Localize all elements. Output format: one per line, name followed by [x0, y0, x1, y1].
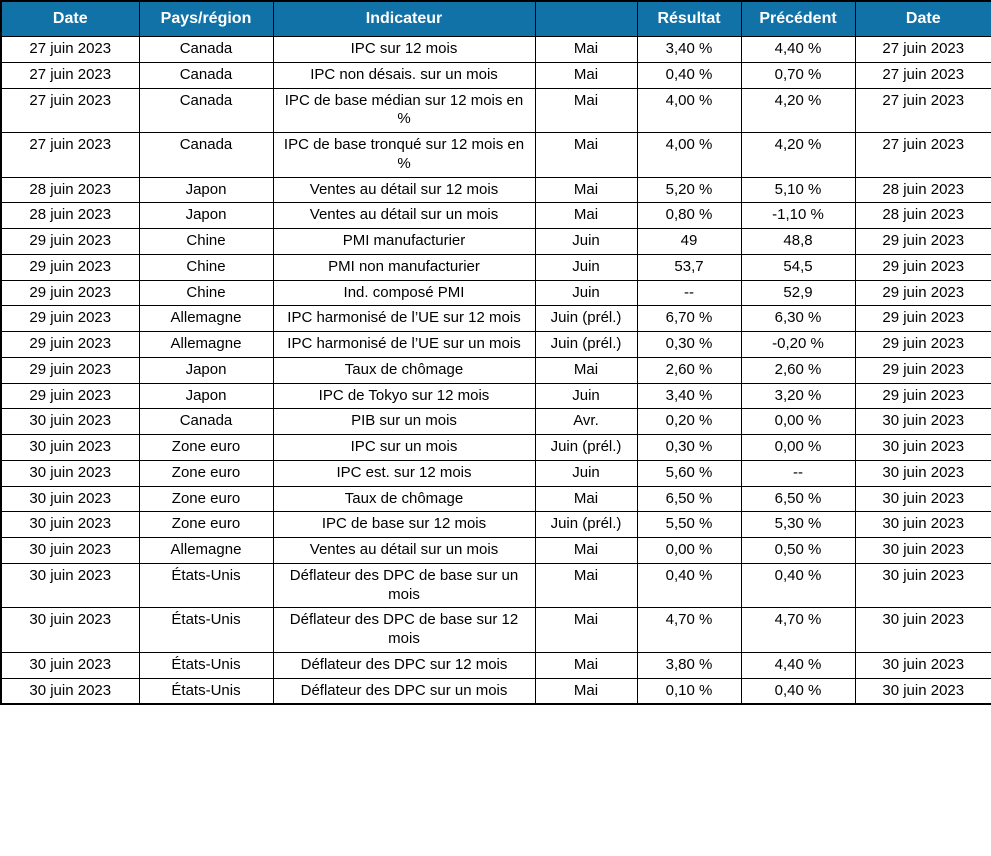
cell-previous: 52,9 [741, 280, 855, 306]
table-row [1, 37, 991, 63]
cell-date-end: 29 juin 2023 [855, 306, 991, 332]
cell-date-start: 29 juin 2023 [1, 306, 139, 332]
cell-previous: 4,40 % [741, 37, 855, 63]
cell-date-end: 27 juin 2023 [855, 133, 991, 178]
cell-result: 0,30 % [637, 435, 741, 461]
cell-period: Mai [535, 37, 637, 63]
cell-date-start: 30 juin 2023 [1, 678, 139, 704]
cell-date-start: 29 juin 2023 [1, 332, 139, 358]
cell-result: 0,00 % [637, 538, 741, 564]
cell-country-region: Canada [139, 133, 273, 178]
cell-period: Mai [535, 538, 637, 564]
cell-date-end: 29 juin 2023 [855, 254, 991, 280]
cell-previous: 6,30 % [741, 306, 855, 332]
cell-previous: 4,70 % [741, 608, 855, 653]
cell-date-start: 30 juin 2023 [1, 563, 139, 608]
cell-indicator: Déflateur des DPC de base sur un mois [273, 563, 535, 608]
cell-previous: 2,60 % [741, 357, 855, 383]
cell-date-start: 29 juin 2023 [1, 383, 139, 409]
cell-date-start: 29 juin 2023 [1, 280, 139, 306]
cell-country-region: Japon [139, 383, 273, 409]
cell-previous: 4,40 % [741, 652, 855, 678]
table-row [1, 512, 991, 538]
cell-period: Juin (prél.) [535, 435, 637, 461]
cell-country-region: Canada [139, 37, 273, 63]
cell-date-start: 27 juin 2023 [1, 88, 139, 133]
cell-period: Juin [535, 280, 637, 306]
cell-period: Mai [535, 62, 637, 88]
cell-country-region: Chine [139, 254, 273, 280]
cell-previous: 6,50 % [741, 486, 855, 512]
table-row [1, 486, 991, 512]
cell-previous: 5,30 % [741, 512, 855, 538]
column-header-country-region: Pays/région [139, 1, 273, 37]
cell-period: Mai [535, 486, 637, 512]
cell-indicator: IPC est. sur 12 mois [273, 460, 535, 486]
table-row [1, 383, 991, 409]
cell-date-start: 27 juin 2023 [1, 62, 139, 88]
column-header-date-start: Date [1, 1, 139, 37]
cell-date-end: 30 juin 2023 [855, 608, 991, 653]
cell-date-start: 30 juin 2023 [1, 538, 139, 564]
cell-country-region: Zone euro [139, 512, 273, 538]
cell-date-end: 30 juin 2023 [855, 678, 991, 704]
cell-indicator: IPC de base médian sur 12 mois en % [273, 88, 535, 133]
cell-indicator: PIB sur un mois [273, 409, 535, 435]
cell-result: -- [637, 280, 741, 306]
cell-previous: 5,10 % [741, 177, 855, 203]
cell-date-end: 29 juin 2023 [855, 357, 991, 383]
table-row [1, 563, 991, 608]
cell-result: 5,50 % [637, 512, 741, 538]
cell-period: Mai [535, 563, 637, 608]
cell-date-end: 29 juin 2023 [855, 229, 991, 255]
cell-date-end: 30 juin 2023 [855, 486, 991, 512]
cell-result: 49 [637, 229, 741, 255]
column-header-date-end: Date [855, 1, 991, 37]
cell-result: 0,80 % [637, 203, 741, 229]
cell-indicator: IPC sur un mois [273, 435, 535, 461]
cell-period: Juin [535, 229, 637, 255]
table-row [1, 435, 991, 461]
cell-previous: 3,20 % [741, 383, 855, 409]
cell-indicator: Ventes au détail sur un mois [273, 203, 535, 229]
cell-date-end: 30 juin 2023 [855, 512, 991, 538]
cell-date-start: 29 juin 2023 [1, 254, 139, 280]
cell-date-start: 27 juin 2023 [1, 133, 139, 178]
cell-date-end: 27 juin 2023 [855, 88, 991, 133]
cell-period: Juin (prél.) [535, 332, 637, 358]
cell-result: 0,40 % [637, 62, 741, 88]
cell-country-region: Allemagne [139, 306, 273, 332]
cell-previous: 0,40 % [741, 563, 855, 608]
table-row [1, 280, 991, 306]
table-row [1, 538, 991, 564]
cell-previous: 0,70 % [741, 62, 855, 88]
cell-previous: -0,20 % [741, 332, 855, 358]
cell-result: 3,40 % [637, 37, 741, 63]
cell-result: 6,70 % [637, 306, 741, 332]
cell-date-end: 28 juin 2023 [855, 177, 991, 203]
cell-indicator: Taux de chômage [273, 486, 535, 512]
cell-country-region: Allemagne [139, 332, 273, 358]
cell-date-start: 30 juin 2023 [1, 608, 139, 653]
cell-date-end: 30 juin 2023 [855, 435, 991, 461]
cell-date-end: 30 juin 2023 [855, 563, 991, 608]
cell-previous: 0,40 % [741, 678, 855, 704]
table-row [1, 203, 991, 229]
cell-date-end: 28 juin 2023 [855, 203, 991, 229]
cell-date-end: 27 juin 2023 [855, 37, 991, 63]
cell-indicator: Déflateur des DPC de base sur 12 mois [273, 608, 535, 653]
cell-date-end: 27 juin 2023 [855, 62, 991, 88]
table-row [1, 62, 991, 88]
cell-date-end: 29 juin 2023 [855, 383, 991, 409]
table-header [1, 1, 991, 37]
cell-previous: 0,00 % [741, 409, 855, 435]
table-row [1, 177, 991, 203]
cell-previous: 48,8 [741, 229, 855, 255]
cell-date-start: 30 juin 2023 [1, 409, 139, 435]
cell-result: 3,40 % [637, 383, 741, 409]
table-row [1, 88, 991, 133]
cell-indicator: IPC sur 12 mois [273, 37, 535, 63]
cell-date-end: 30 juin 2023 [855, 538, 991, 564]
cell-country-region: États-Unis [139, 608, 273, 653]
column-header-result: Résultat [637, 1, 741, 37]
cell-result: 0,30 % [637, 332, 741, 358]
cell-previous: -1,10 % [741, 203, 855, 229]
cell-indicator: PMI non manufacturier [273, 254, 535, 280]
cell-indicator: Ventes au détail sur 12 mois [273, 177, 535, 203]
cell-country-region: Allemagne [139, 538, 273, 564]
table-row [1, 229, 991, 255]
cell-previous: 54,5 [741, 254, 855, 280]
cell-period: Mai [535, 357, 637, 383]
cell-result: 6,50 % [637, 486, 741, 512]
cell-country-region: Japon [139, 203, 273, 229]
cell-period: Juin (prél.) [535, 306, 637, 332]
table-row [1, 409, 991, 435]
cell-date-end: 29 juin 2023 [855, 332, 991, 358]
cell-date-start: 30 juin 2023 [1, 486, 139, 512]
cell-country-region: Zone euro [139, 460, 273, 486]
cell-period: Mai [535, 203, 637, 229]
cell-result: 4,00 % [637, 133, 741, 178]
cell-period: Juin [535, 254, 637, 280]
cell-country-region: Zone euro [139, 435, 273, 461]
cell-indicator: Déflateur des DPC sur 12 mois [273, 652, 535, 678]
cell-result: 4,70 % [637, 608, 741, 653]
cell-period: Juin [535, 383, 637, 409]
table-body [1, 37, 991, 705]
cell-country-region: Canada [139, 409, 273, 435]
cell-country-region: Japon [139, 357, 273, 383]
cell-indicator: Taux de chômage [273, 357, 535, 383]
cell-previous: 0,50 % [741, 538, 855, 564]
cell-country-region: Zone euro [139, 486, 273, 512]
table-row [1, 332, 991, 358]
cell-period: Juin [535, 460, 637, 486]
cell-indicator: Déflateur des DPC sur un mois [273, 678, 535, 704]
cell-indicator: IPC harmonisé de l’UE sur 12 mois [273, 306, 535, 332]
cell-result: 0,40 % [637, 563, 741, 608]
cell-period: Mai [535, 652, 637, 678]
cell-previous: 4,20 % [741, 88, 855, 133]
cell-date-start: 29 juin 2023 [1, 357, 139, 383]
cell-period: Mai [535, 608, 637, 653]
cell-date-end: 29 juin 2023 [855, 280, 991, 306]
table-header-row [1, 1, 991, 37]
cell-country-region: Japon [139, 177, 273, 203]
cell-country-region: Chine [139, 280, 273, 306]
cell-previous: 4,20 % [741, 133, 855, 178]
cell-result: 3,80 % [637, 652, 741, 678]
cell-previous: 0,00 % [741, 435, 855, 461]
cell-date-start: 28 juin 2023 [1, 203, 139, 229]
table-row [1, 652, 991, 678]
cell-result: 0,20 % [637, 409, 741, 435]
cell-country-region: Chine [139, 229, 273, 255]
table-row [1, 254, 991, 280]
cell-indicator: IPC non désais. sur un mois [273, 62, 535, 88]
cell-period: Avr. [535, 409, 637, 435]
cell-date-start: 28 juin 2023 [1, 177, 139, 203]
cell-date-start: 27 juin 2023 [1, 37, 139, 63]
cell-indicator: IPC de Tokyo sur 12 mois [273, 383, 535, 409]
cell-indicator: PMI manufacturier [273, 229, 535, 255]
cell-indicator: IPC de base tronqué sur 12 mois en % [273, 133, 535, 178]
table-row [1, 133, 991, 178]
cell-result: 2,60 % [637, 357, 741, 383]
column-header-indicator: Indicateur [273, 1, 535, 37]
column-header-period [535, 1, 637, 37]
cell-result: 0,10 % [637, 678, 741, 704]
cell-indicator: IPC harmonisé de l’UE sur un mois [273, 332, 535, 358]
cell-period: Mai [535, 678, 637, 704]
cell-indicator: Ventes au détail sur un mois [273, 538, 535, 564]
cell-result: 53,7 [637, 254, 741, 280]
cell-result: 4,00 % [637, 88, 741, 133]
cell-result: 5,20 % [637, 177, 741, 203]
cell-country-region: États-Unis [139, 678, 273, 704]
cell-period: Mai [535, 88, 637, 133]
cell-previous: -- [741, 460, 855, 486]
table-row [1, 608, 991, 653]
table-row [1, 460, 991, 486]
table-row [1, 306, 991, 332]
table-row [1, 357, 991, 383]
cell-country-region: États-Unis [139, 652, 273, 678]
column-header-previous: Précédent [741, 1, 855, 37]
cell-period: Juin (prél.) [535, 512, 637, 538]
cell-indicator: Ind. composé PMI [273, 280, 535, 306]
cell-date-start: 30 juin 2023 [1, 435, 139, 461]
cell-date-end: 30 juin 2023 [855, 652, 991, 678]
cell-indicator: IPC de base sur 12 mois [273, 512, 535, 538]
cell-date-start: 29 juin 2023 [1, 229, 139, 255]
cell-country-region: Canada [139, 62, 273, 88]
cell-country-region: États-Unis [139, 563, 273, 608]
cell-date-start: 30 juin 2023 [1, 512, 139, 538]
cell-date-end: 30 juin 2023 [855, 409, 991, 435]
cell-date-start: 30 juin 2023 [1, 652, 139, 678]
cell-country-region: Canada [139, 88, 273, 133]
table-row [1, 678, 991, 704]
cell-period: Mai [535, 177, 637, 203]
cell-date-end: 30 juin 2023 [855, 460, 991, 486]
cell-period: Mai [535, 133, 637, 178]
cell-date-start: 30 juin 2023 [1, 460, 139, 486]
cell-result: 5,60 % [637, 460, 741, 486]
